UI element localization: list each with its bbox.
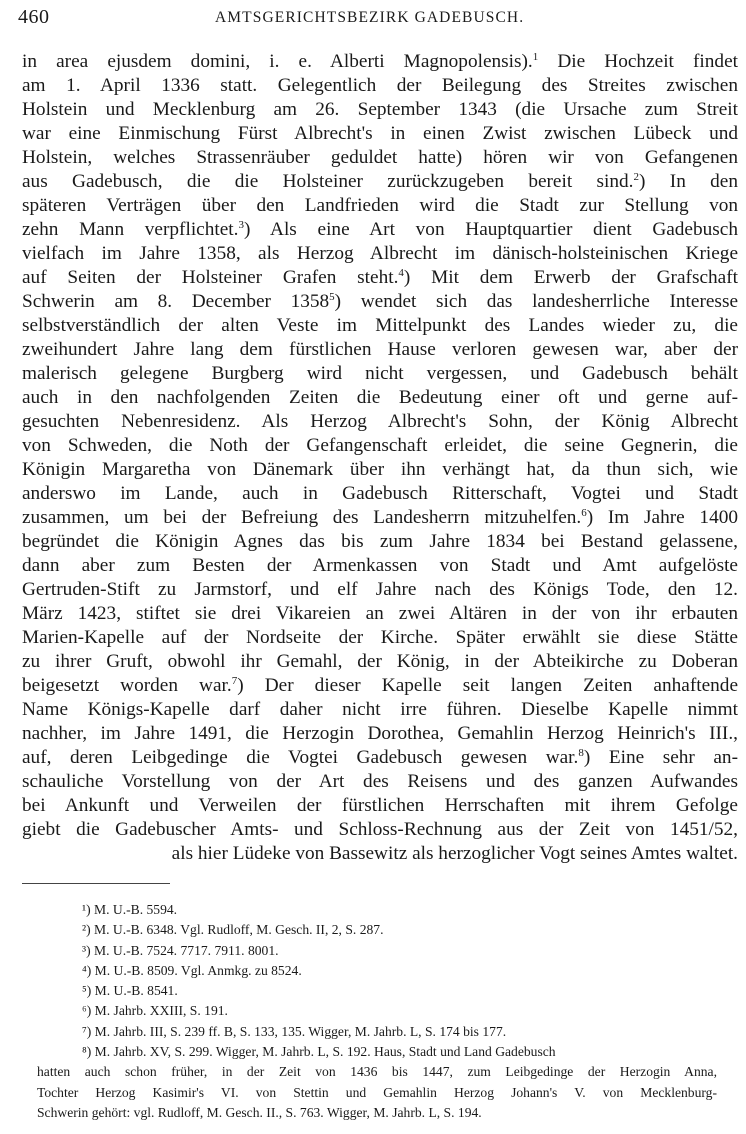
footnote: ⁸) M. Jahrb. XV, S. 299. Wigger, M. Jahrb. L, S. 192. Haus, Stadt und Land Gadebusch bbox=[82, 1044, 556, 1060]
running-head: AMTSGERICHTSBEZIRK GADEBUSCH. bbox=[215, 9, 525, 26]
text-line: März 1423, stiftet sie drei Vikareien an zwei Altären in der von ihr erbauten bbox=[22, 603, 738, 624]
text-line: am 1. April 1336 statt. Gelegentlich der Beilegung des Streites zwischen bbox=[22, 75, 738, 96]
text-line: späteren Verträgen über den Landfrieden wird die Stadt zur Stellung von bbox=[22, 195, 738, 216]
text-line: zu ihrer Gruft, obwohl ihr Gemahl, der König, in der Abteikirche zu Doberan bbox=[22, 651, 738, 672]
text-line: bei Ankunft und Verweilen der fürstlichen Herrschaften mit ihrem Gefolge bbox=[22, 795, 738, 816]
footnote: ⁷) M. Jahrb. III, S. 239 ff. B, S. 133, 135. Wigger, M. Jahrb. L, S. 174 bis 177. bbox=[82, 1023, 507, 1039]
text-line: auch in den nachfolgenden Zeiten die Bedeutung einer oft und gerne auf- bbox=[22, 387, 738, 408]
text-line: Holstein und Mecklenburg am 26. September 1343 (die Ursache zum Streit bbox=[22, 99, 738, 120]
text-line: auf, deren Leibgedinge die Vogtei Gadebusch gewesen war.$^8$) Eine sehr an- bbox=[22, 747, 738, 768]
text-line: war eine Einmischung Fürst Albrecht's in einen Zwist zwischen Lübeck und bbox=[22, 123, 738, 144]
text-line: gesuchten Nebenresidenz. Als Herzog Albrecht's Sohn, der König Albrecht bbox=[22, 411, 738, 432]
text-line: Gertruden-Stift zu Jarmstorf, und elf Jahre nach des Königs Tode, den 12. bbox=[22, 579, 738, 600]
footnote: ⁴) M. U.-B. 8509. Vgl. Anmkg. zu 8524. bbox=[82, 962, 302, 978]
footnote: ¹) M. U.-B. 5594. bbox=[82, 902, 178, 917]
footnote-divider bbox=[22, 883, 170, 884]
text-line: in area ejusdem domini, i. e. Alberti Magnopolensis).$^1$ Die Hochzeit findet bbox=[22, 51, 738, 72]
text-line: auf Seiten der Holsteiner Grafen steht.$^4$) Mit dem Erwerb der Grafschaft bbox=[22, 267, 738, 288]
text-line: Marien-Kapelle auf der Nordseite der Kirche. Später erwählt sie diese Stätte bbox=[22, 627, 738, 648]
body-text bbox=[22, 50, 738, 866]
text-line: malerisch gelegene Burgberg wird nicht vergessen, und Gadebusch behält bbox=[22, 363, 738, 384]
text-line: Holstein, welches Strassenräuber geduldet hatte) hören wir von Gefangenen bbox=[22, 147, 738, 168]
page-number: 460 bbox=[18, 6, 50, 28]
text-line: Name Königs-Kapelle darf daher nicht irre führen. Dieselbe Kapelle nimmt bbox=[22, 699, 738, 720]
footnote: ³) M. U.-B. 7524. 7717. 7911. 8001. bbox=[82, 942, 279, 958]
footnote: ⁶) M. Jahrb. XXIII, S. 191. bbox=[82, 1003, 228, 1019]
text-line: selbstverständlich der alten Veste im Mittelpunkt des Landes wieder zu, die bbox=[22, 315, 738, 336]
text-line: zweihundert Jahre lang dem fürstlichen Hause verloren gewesen war, aber der bbox=[22, 339, 738, 360]
text-line: als hier Lüdeke von Bassewitz als herzoglicher Vogt seines Amtes waltet. bbox=[171, 843, 738, 864]
text-line: Schwerin am 8. December 1358$^5$) wendet sich das landesherrliche Interesse bbox=[22, 291, 738, 312]
footnote: ²) M. U.-B. 6348. Vgl. Rudloff, M. Gesch. II, 2, S. 287. bbox=[82, 922, 384, 938]
text-line: anderswo im Lande, auch in Gadebusch Ritterschaft, Vogtei und Stadt bbox=[22, 483, 738, 504]
footnote-continuation: Schwerin gehört: vgl. Rudloff, M. Gesch. II., S. 763. Wigger, M. Jahrb. L, S. 194. bbox=[37, 1104, 482, 1120]
text-line: zehn Mann verpflichtet.$^3$) Als eine Art von Hauptquartier dient Gadebusch bbox=[22, 219, 738, 240]
footnote-continuation: Tochter Herzog Kasimir's VI. von Stettin und Gemahlin Herzog Johann's V. von Mecklenburg- bbox=[37, 1084, 717, 1100]
text-line: nachher, im Jahre 1491, die Herzogin Dorothea, Gemahlin Herzog Heinrich's III., bbox=[22, 723, 738, 744]
text-line: zusammen, um bei der Befreiung des Landesherrn mitzuhelfen.$^6$) Im Jahre 1400 bbox=[22, 507, 738, 528]
footnote: ⁵) M. U.-B. 8541. bbox=[82, 983, 178, 999]
text-line: begründet die Königin Agnes das bis zum Jahre 1834 bei Bestand gelassene, bbox=[22, 531, 738, 552]
text-line: vielfach im Jahre 1358, als Herzog Albrecht im dänisch-holsteinischen Kriege bbox=[22, 243, 738, 264]
footnotes bbox=[0, 900, 746, 1123]
footnote-continuation: hatten auch schon früher, in der Zeit von 1436 bis 1447, zum Leibgedinge der Herzogin Anna, bbox=[37, 1064, 717, 1080]
text-line: aus Gadebusch, die die Holsteiner zurückzugeben bereit sind.$^2$) In den bbox=[22, 171, 738, 192]
text-line: Königin Margaretha von Dänemark über ihn verhängt hat, da thun sich, wie bbox=[22, 459, 738, 480]
text-line: dann aber zum Besten der Armenkassen von Stadt und Amt aufgelöste bbox=[22, 555, 738, 576]
text-line: beigesetzt worden war.$^7$) Der dieser Kapelle seit langen Zeiten anhaftende bbox=[22, 675, 738, 696]
text-line: giebt die Gadebuscher Amts- und Schloss-Rechnung aus der Zeit von 1451/52, bbox=[22, 819, 738, 840]
text-line: schauliche Vorstellung von der Art des Reisens und des ganzen Aufwandes bbox=[22, 771, 738, 792]
text-line: von Schweden, die Noth der Gefangenschaft erleidet, die seine Gegnerin, die bbox=[22, 435, 738, 456]
